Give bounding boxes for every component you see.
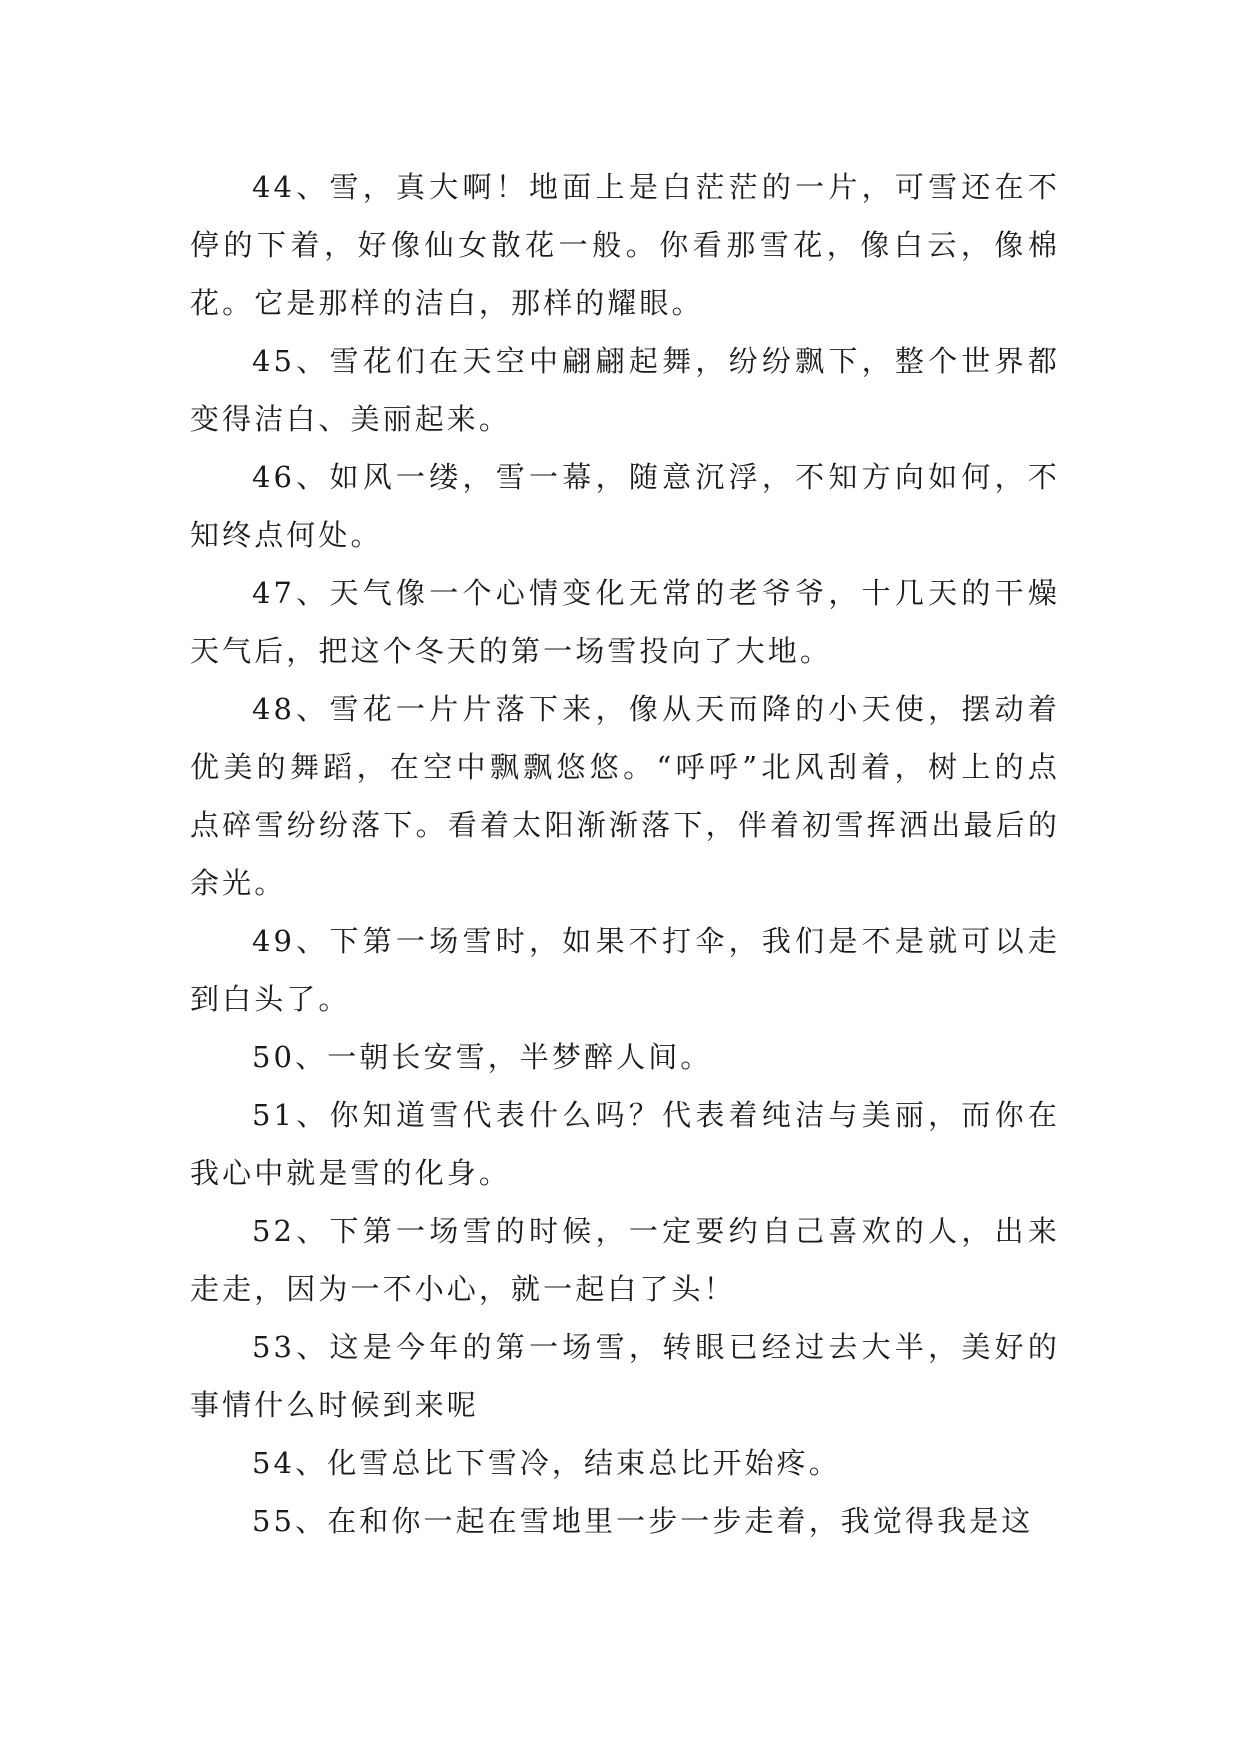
- paragraph-53: 53、这是今年的第一场雪，转眼已经过去大半，美好的事情什么时候到来呢: [190, 1330, 1060, 1422]
- paragraph-48: 48、雪花一片片落下来，像从天而降的小天使，摆动着优美的舞蹈，在空中飘飘悠悠。“呼呼”北风刮着，树上的点点碎雪纷纷落下。看着太阳渐渐落下，伴着初雪挥洒出最后的余光。: [190, 692, 1060, 900]
- paragraph-51: 51、你知道雪代表什么吗？代表着纯洁与美丽，而你在我心中就是雪的化身。: [190, 1098, 1060, 1190]
- paragraph-50: 50、一朝长安雪，半梦醉人间。: [252, 1040, 713, 1074]
- paragraph-55: 55、在和你一起在雪地里一步一步走着，我觉得我是这: [252, 1504, 1034, 1538]
- paragraph-45: 45、雪花们在天空中翩翩起舞，纷纷飘下，整个世界都变得洁白、美丽起来。: [190, 344, 1060, 436]
- paragraph-46: 46、如风一缕，雪一幕，随意沉浮，不知方向如何，不知终点何处。: [190, 460, 1060, 552]
- document-page: [190, 158, 1060, 1550]
- paragraph-44: 44、雪，真大啊！地面上是白茫茫的一片，可雪还在不停的下着，好像仙女散花一般。你看那雪花，像白云，像棉花。它是那样的洁白，那样的耀眼。: [190, 170, 1060, 320]
- paragraph-47: 47、天气像一个心情变化无常的老爷爷，十几天的干燥天气后，把这个冬天的第一场雪投向了大地。: [190, 576, 1060, 668]
- paragraph-54: 54、化雪总比下雪冷，结束总比开始疼。: [252, 1446, 841, 1480]
- paragraph-49: 49、下第一场雪时，如果不打伞，我们是不是就可以走到白头了。: [190, 924, 1060, 1016]
- paragraph-52: 52、下第一场雪的时候，一定要约自己喜欢的人，出来走走，因为一不小心，就一起白了头！: [190, 1214, 1060, 1306]
